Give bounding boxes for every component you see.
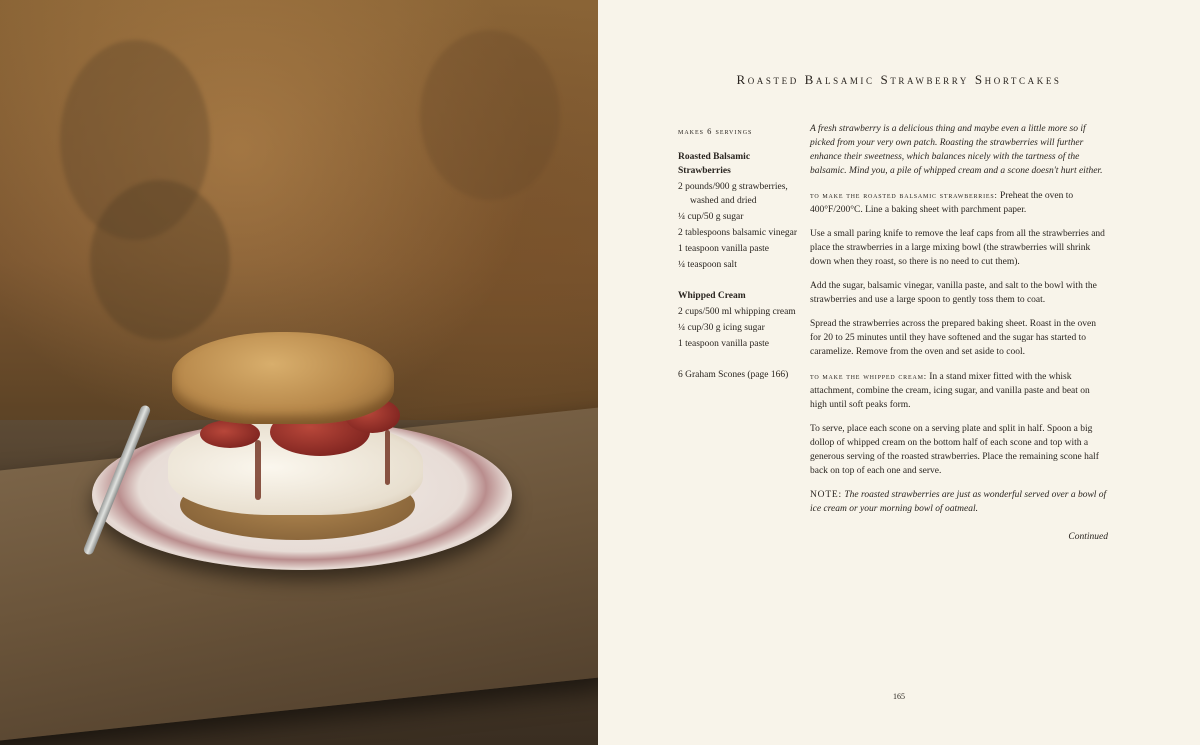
- ingredient-item: ¼ teaspoon salt: [678, 260, 737, 270]
- recipe-title: Roasted Balsamic Strawberry Shortcakes: [736, 72, 1062, 87]
- recipe-page: [598, 0, 1200, 745]
- ingredient-item: 6 Graham Scones (page 166): [678, 370, 789, 380]
- step-text: Add the sugar, balsamic vinegar, vanilla paste, and salt to the bowl with the strawberries and use a large spoon to gently toss them to coat.: [810, 281, 1097, 305]
- recipe-intro: A fresh strawberry is a delicious thing and maybe even a little more so if picked from your very own patch. Roasting the strawberries will further enhance their sweetness, which balances nicely with the tartness of the balsamic. Mind you, a pile of whipped cream and a scone doesn't hurt either.: [810, 124, 1103, 176]
- ingredient-group-title: Roasted Balsamic Strawberries: [678, 152, 751, 176]
- note-text: The roasted strawberries are just as wonderful served over a bowl of ice cream or your morning bowl of oatmeal.: [810, 490, 1107, 514]
- method-step: [810, 279, 1108, 307]
- step-text: Use a small paring knife to remove the leaf caps from all the strawberries and place the strawberries in a large mixing bowl (the strawberries will shrink down when they roast, so there is no need to cut them).: [810, 229, 1105, 267]
- ingredient-item: 1 teaspoon vanilla paste: [678, 244, 770, 254]
- wallpaper-flower: [420, 30, 560, 200]
- step-text: Spread the strawberries across the prepared baking sheet. Roast in the oven for 20 to 25 minutes until they have softened and the sugar has started to caramelize. Remove from the oven and set aside to cool.: [810, 319, 1096, 357]
- ingredient-item: 2 pounds/900 g strawberries, washed and dried: [678, 182, 788, 206]
- method-step: [810, 227, 1108, 269]
- scone-top: [172, 332, 394, 424]
- step-lead: to make the whipped cream:: [810, 371, 927, 381]
- page-number: 165: [893, 692, 905, 701]
- ingredient-item: 2 cups/500 ml whipping cream: [678, 307, 796, 317]
- method-step: [810, 422, 1108, 478]
- step-lead: to make the roasted balsamic strawberries:: [810, 190, 998, 200]
- roasted-strawberry: [200, 420, 260, 448]
- ingredient-group: [678, 150, 798, 272]
- step-text: Preheat the oven to 400°F/200°C. Line a baking sheet with parchment paper.: [810, 191, 1074, 215]
- ingredient-group-title: Whipped Cream: [678, 291, 746, 301]
- step-text: In a stand mixer fitted with the whisk attachment, combine the cream, icing sugar, and vanilla paste and beat on high until soft peaks form.: [810, 372, 1090, 410]
- method-step: [810, 188, 1108, 217]
- balsamic-drizzle: [385, 430, 390, 485]
- ingredient-item: ¼ cup/30 g icing sugar: [678, 323, 765, 333]
- ingredient-item: ¼ cup/50 g sugar: [678, 212, 744, 222]
- continued-label: Continued: [1068, 532, 1108, 542]
- method-step: [810, 317, 1108, 359]
- balsamic-drizzle: [255, 440, 261, 500]
- ingredients-column: [678, 124, 798, 384]
- step-text: To serve, place each scone on a serving plate and split in half. Spoon a big dollop of whipped cream on the bottom half of each scone and top with a generous serving of the roasted strawberries. Place the remaining scone half back on top of each one and serve.: [810, 424, 1099, 476]
- ingredient-item: 2 tablespoons balsamic vinegar: [678, 228, 797, 238]
- ingredient-group: [678, 289, 798, 351]
- method-step: [810, 369, 1108, 412]
- food-photo: [0, 0, 598, 745]
- ingredient-item: 1 teaspoon vanilla paste: [678, 339, 770, 349]
- note-label: NOTE:: [810, 490, 842, 500]
- recipe-note: [810, 488, 1108, 516]
- yield: makes 6 servings: [678, 126, 753, 136]
- wallpaper-leaf: [90, 180, 230, 340]
- method-column: [810, 122, 1108, 544]
